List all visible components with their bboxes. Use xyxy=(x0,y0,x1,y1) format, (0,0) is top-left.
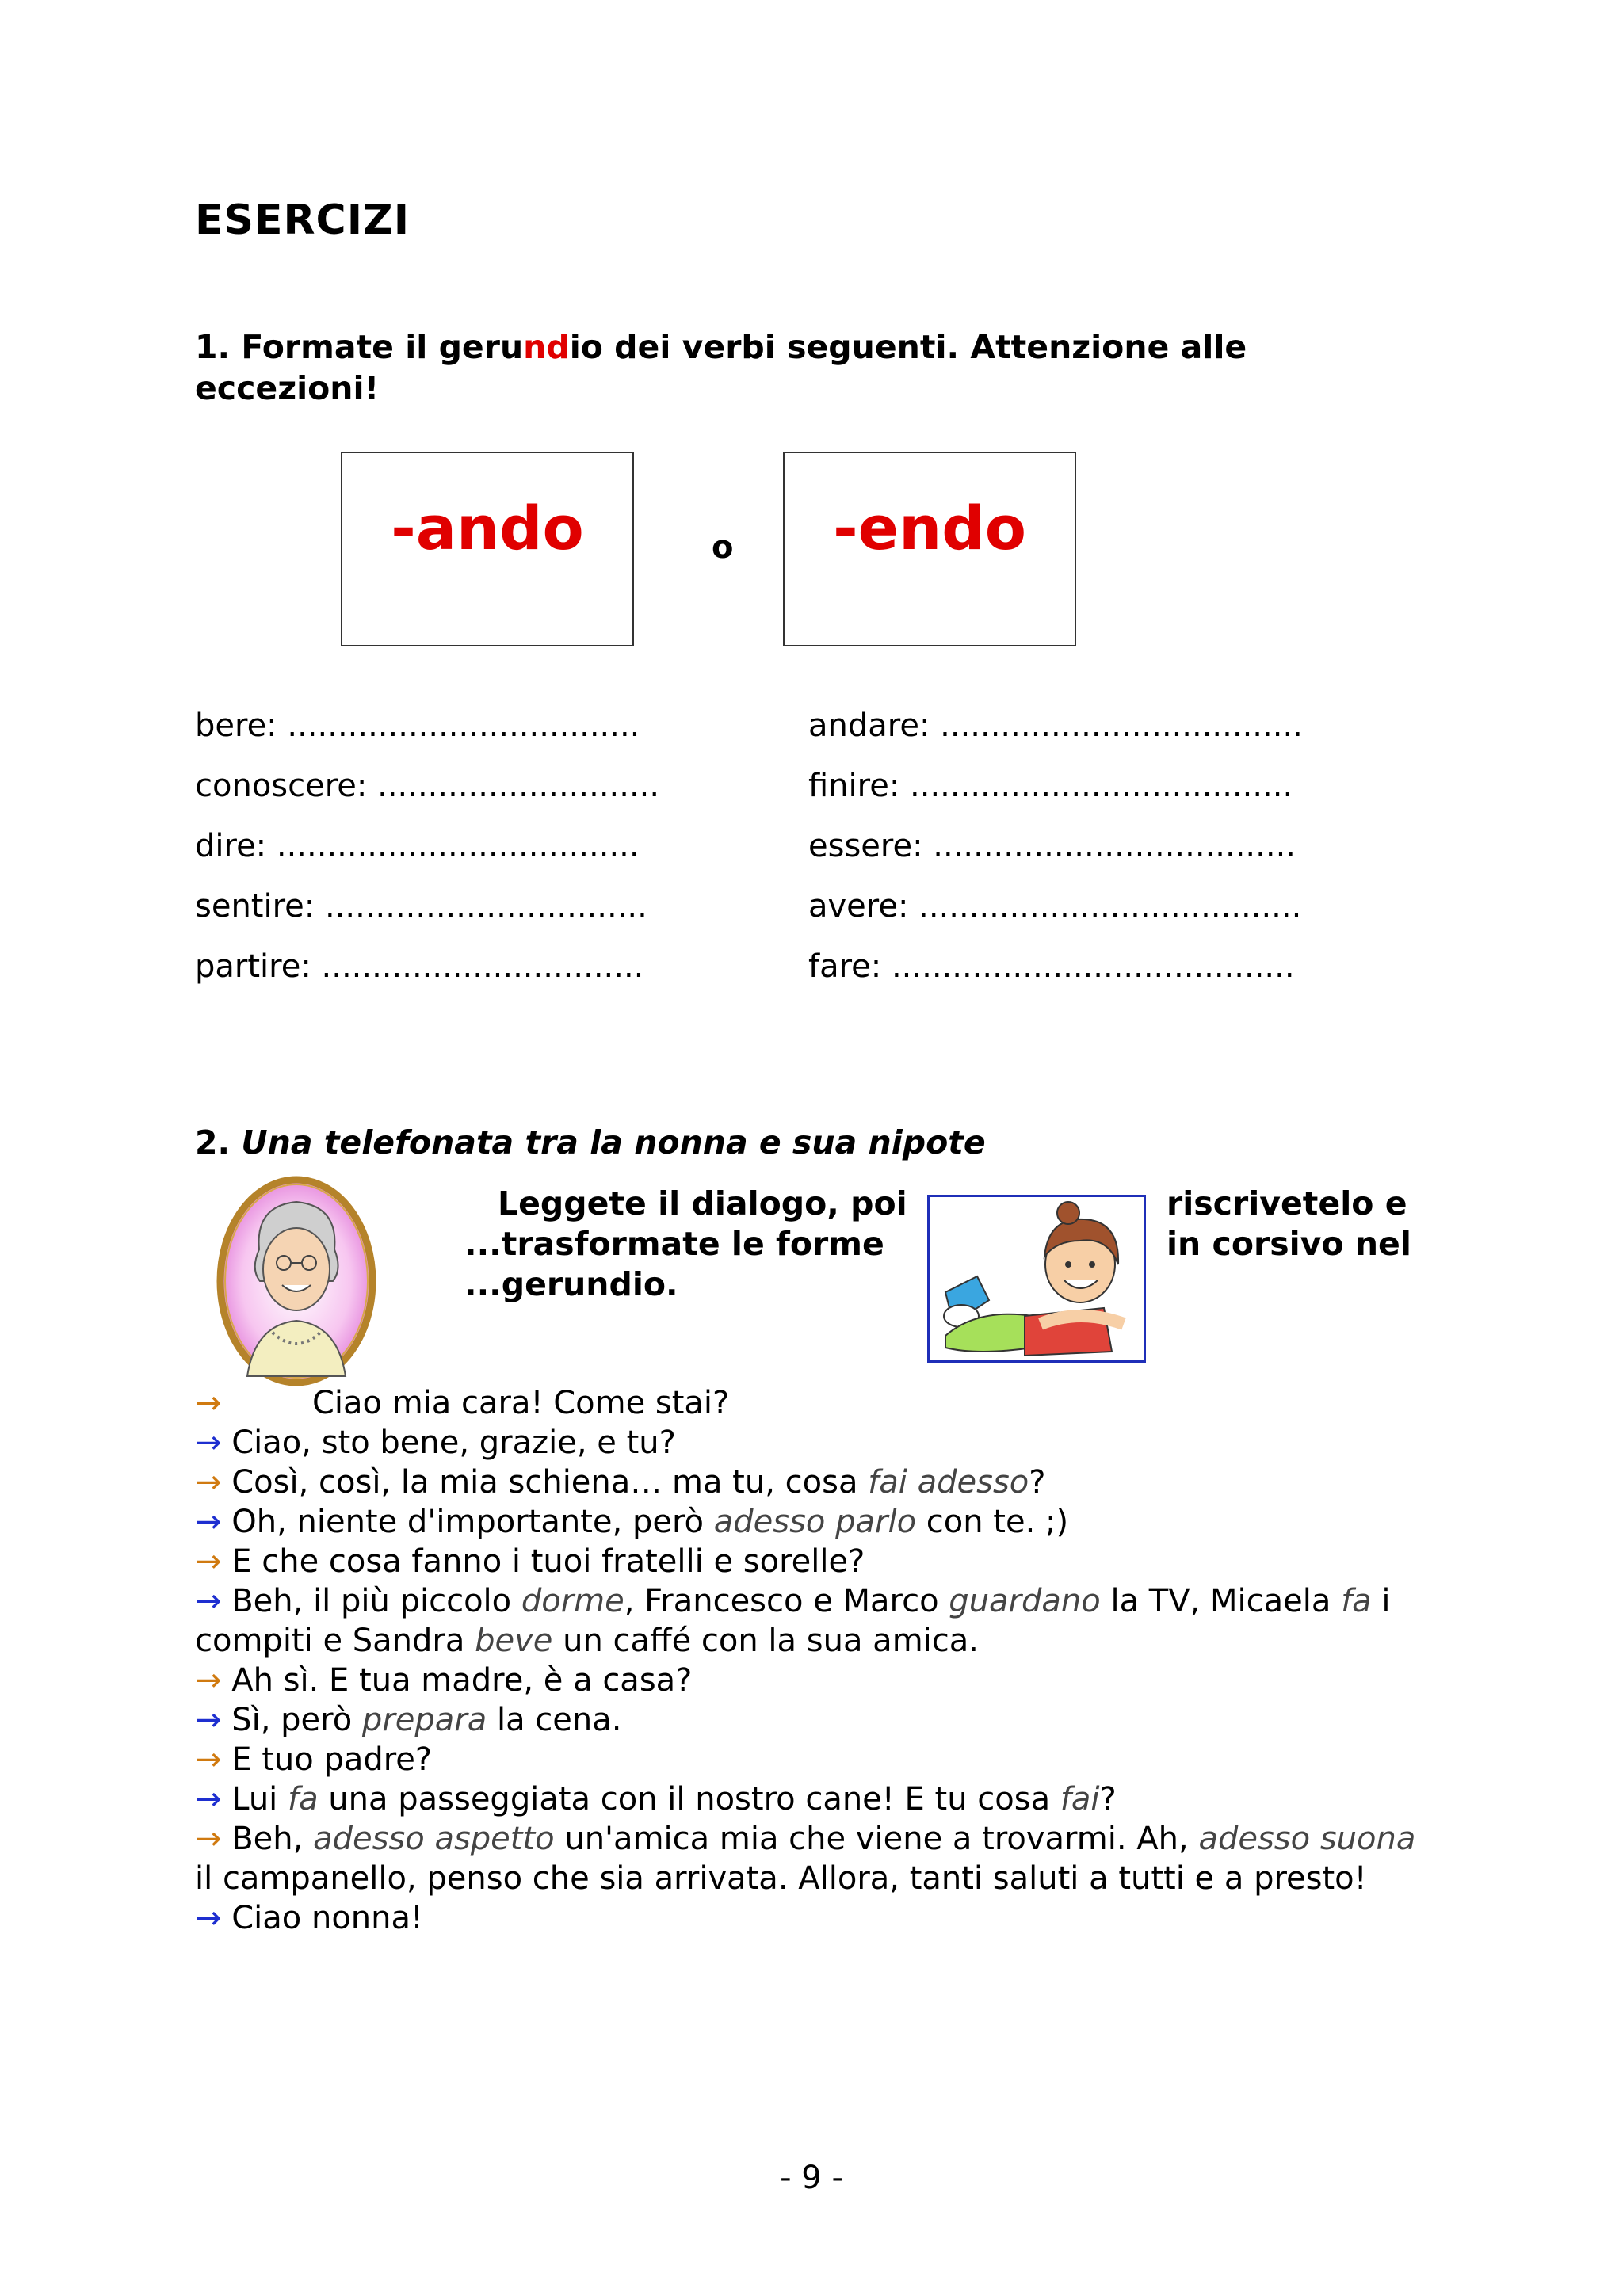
dialogue-text: Così, così, la mia schiena… ma tu, cosa xyxy=(221,1464,869,1501)
dialogue-text: ? xyxy=(1029,1464,1046,1501)
arrow-icon: → xyxy=(195,1385,222,1421)
dialogue-line xyxy=(195,1819,1439,1898)
verb-italic: dorme xyxy=(521,1583,624,1619)
dialogue-text: ? xyxy=(1099,1781,1117,1817)
verb-italic: beve xyxy=(475,1623,553,1659)
verb-italic: fai xyxy=(1060,1781,1100,1817)
verb-fill-line[interactable]: bere: ................................... xyxy=(195,707,640,744)
verb-italic: fa xyxy=(1341,1583,1372,1619)
girl-illustration xyxy=(927,1195,1146,1363)
arrow-icon: → xyxy=(195,1504,222,1540)
verb-italic: prepara xyxy=(361,1702,487,1738)
dialogue-text: E tuo padre? xyxy=(221,1741,433,1778)
dialogue-text: un caffé con la sua amica. xyxy=(552,1623,979,1659)
exercise-2-instruction-right-1: riscrivetelo e xyxy=(1167,1184,1407,1222)
verb-fill-line[interactable]: dire: .................................... xyxy=(195,828,640,864)
arrow-icon: → xyxy=(195,1900,222,1936)
dialogue-text: una passeggiata con il nostro cane! E tu cosa xyxy=(318,1781,1060,1817)
dialogue-line xyxy=(195,1700,1439,1740)
dialogue-text: Beh, xyxy=(221,1821,314,1857)
exercise-2-title xyxy=(195,1123,986,1161)
exercise-2-instruction-2: ...trasformate le forme xyxy=(464,1225,884,1263)
dialogue-text: un'amica mia che viene a trovarmi. Ah, xyxy=(554,1821,1199,1857)
page-number: - 9 - xyxy=(780,2160,843,2196)
dialogue-text: Ah sì. E tua madre, è a casa? xyxy=(221,1662,693,1699)
ending-ando-label: -ando xyxy=(391,493,584,563)
dialogue-text: Ciao, sto bene, grazie, e tu? xyxy=(221,1425,676,1461)
grandmother-portrait xyxy=(216,1174,377,1388)
dialogue-text: Oh, niente d'importante, però xyxy=(221,1504,714,1540)
verb-fill-line[interactable]: sentire: ................................ xyxy=(195,888,647,925)
exercise-1-number: 1. xyxy=(195,328,231,366)
arrow-icon: → xyxy=(195,1464,222,1501)
arrow-icon: → xyxy=(195,1583,222,1619)
arrow-icon: → xyxy=(195,1662,222,1699)
dialogue-text: con te. ;) xyxy=(916,1504,1069,1540)
verb-italic: guardano xyxy=(949,1583,1101,1619)
verb-fill-line[interactable]: andare: .................................... xyxy=(808,707,1303,744)
verb-italic: fa xyxy=(288,1781,319,1817)
page-heading: ESERCIZI xyxy=(195,196,411,244)
verb-fill-line[interactable]: conoscere: ............................ xyxy=(195,768,660,804)
verb-fill-line[interactable]: partire: ................................ xyxy=(195,948,644,985)
dialogue-line xyxy=(195,1661,1439,1700)
exercise-1-title-before: Formate il geru xyxy=(241,328,524,366)
arrow-icon: → xyxy=(195,1741,222,1778)
ending-ando-box xyxy=(341,452,634,646)
exercise-2-instruction-1: Leggete il dialogo, poi xyxy=(498,1184,907,1222)
arrow-icon: → xyxy=(195,1821,222,1857)
verb-fill-line[interactable]: finire: ...................................... xyxy=(808,768,1293,804)
verb-italic: adesso suona xyxy=(1198,1821,1416,1857)
exercise-2-title-text: Una telefonata tra la nonna e sua nipote xyxy=(241,1123,986,1161)
ending-endo-label: -endo xyxy=(833,493,1026,563)
dialogue-text: Lui xyxy=(221,1781,288,1817)
dialogue-text: Ciao mia cara! Come stai? xyxy=(221,1385,730,1421)
dialogue-line xyxy=(195,1463,1439,1502)
verb-italic: adesso parlo xyxy=(713,1504,917,1540)
verb-fill-line[interactable]: essere: .................................... xyxy=(808,828,1296,864)
dialogue-line xyxy=(195,1898,1439,1938)
dialogue-text: la cena. xyxy=(487,1702,622,1738)
exercise-1-title xyxy=(195,326,1304,409)
verb-fill-line[interactable]: avere: ...................................... xyxy=(808,888,1302,925)
verb-fill-line[interactable]: fare: ........................................ xyxy=(808,948,1295,985)
dialogue-text: i compiti e Sandra xyxy=(195,1583,1401,1659)
exercise-2-number: 2. xyxy=(195,1123,231,1161)
dialogue-text: Sì, però xyxy=(221,1702,362,1738)
dialogue xyxy=(195,1383,1439,1938)
arrow-icon: → xyxy=(195,1781,222,1817)
exercise-1-title-highlight: nd xyxy=(523,328,570,366)
dialogue-line xyxy=(195,1740,1439,1779)
exercise-1-title-after: io dei verbi seguenti. Attenzione alle eccezioni! xyxy=(195,328,1247,407)
dialogue-line xyxy=(195,1383,1439,1423)
dialogue-line xyxy=(195,1542,1439,1581)
dialogue-text: , Francesco e Marco xyxy=(624,1583,949,1619)
dialogue-text: il campanello, penso che sia arrivata. Allora, tanti saluti a tutti e a presto! xyxy=(195,1821,1426,1897)
arrow-icon: → xyxy=(195,1702,222,1738)
dialogue-text: la TV, Micaela xyxy=(1100,1583,1342,1619)
dialogue-line xyxy=(195,1423,1439,1463)
dialogue-text: Beh, il più piccolo xyxy=(221,1583,521,1619)
dialogue-line xyxy=(195,1581,1439,1661)
arrow-icon: → xyxy=(195,1543,222,1580)
ending-endo-box xyxy=(783,452,1076,646)
verb-italic: adesso aspetto xyxy=(313,1821,555,1857)
exercise-2-instruction-right-2: in corsivo nel xyxy=(1167,1225,1411,1263)
dialogue-line xyxy=(195,1779,1439,1819)
verb-italic: fai adesso xyxy=(868,1464,1029,1501)
girl-lying-image xyxy=(930,1197,1144,1360)
separator-o: o xyxy=(712,529,734,566)
dialogue-line xyxy=(195,1502,1439,1542)
exercise-2-instruction-3: ...gerundio. xyxy=(464,1265,678,1303)
dialogue-text: E che cosa fanno i tuoi fratelli e sorelle? xyxy=(221,1543,865,1580)
dialogue-text: Ciao nonna! xyxy=(221,1900,424,1936)
arrow-icon: → xyxy=(195,1425,222,1461)
